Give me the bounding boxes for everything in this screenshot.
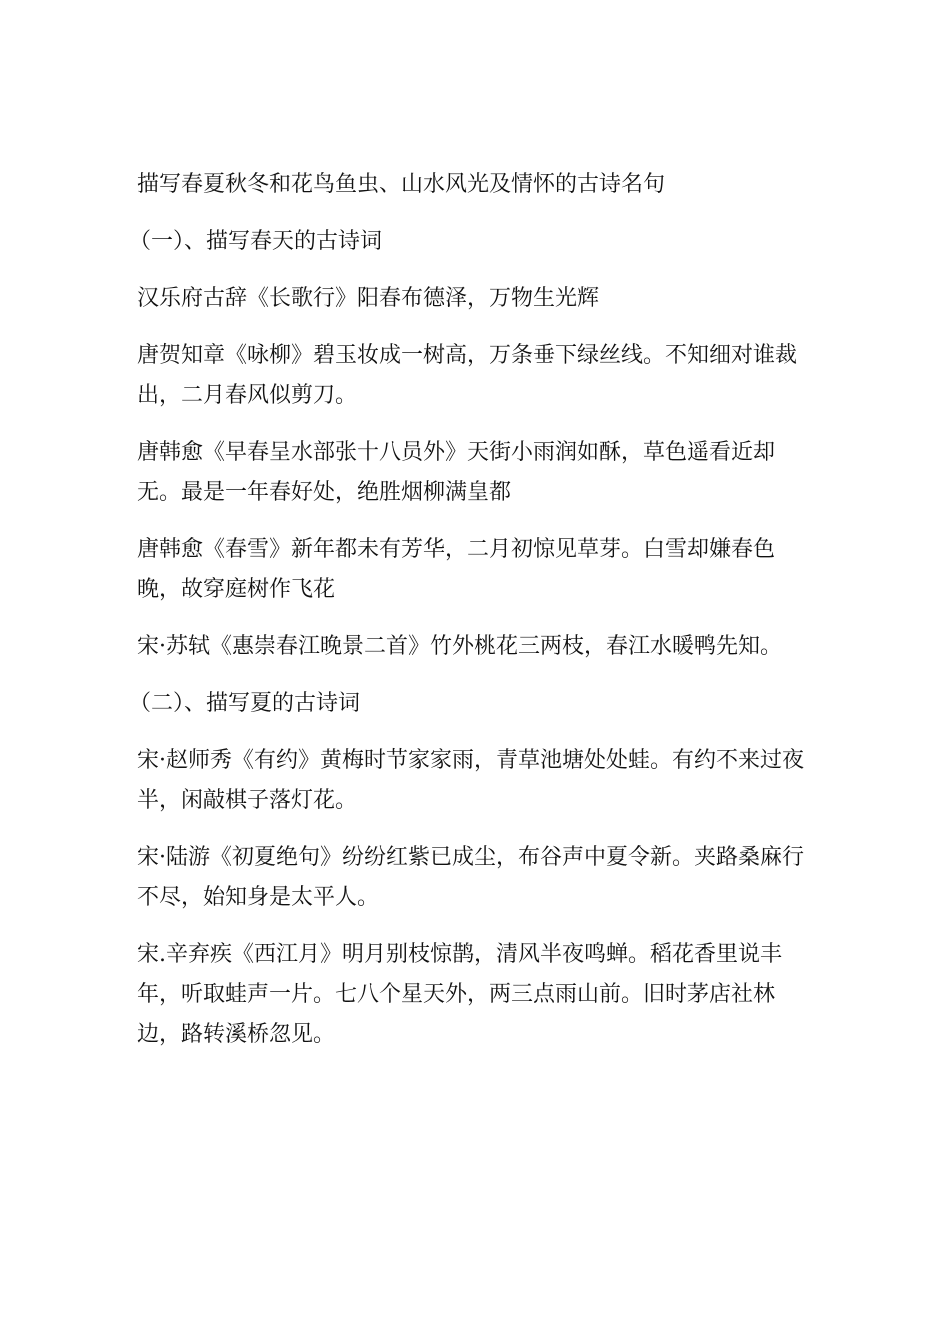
poem-paragraph: 宋·赵师秀《有约》黄梅时节家家雨，青草池塘处处蛙。有约不来过夜半，闲敲棋子落灯花。 xyxy=(137,748,804,813)
poem-paragraph: 宋.辛弃疾《西江月》明月别枝惊鹊，清风半夜鸣蝉。稻花香里说丰年，听取蛙声一片。七八个星天外，两三点雨山前。旧时茅店社林边，路转溪桥忽见。 xyxy=(137,942,782,1047)
poem-paragraph: 唐贺知章《咏柳》碧玉妆成一树高，万条垂下绿丝线。不知细对谁裁出，二月春风似剪刀。 xyxy=(137,343,798,408)
poem-paragraph: 唐韩愈《春雪》新年都未有芳华，二月初惊见草芽。白雪却嫌春色晚，故穿庭树作飞花 xyxy=(137,537,776,602)
section-heading-spring: （一）、描写春天的古诗词 xyxy=(129,229,383,254)
poem-paragraph: 宋·陆游《初夏绝句》纷纷红紫已成尘，布谷声中夏令新。夹路桑麻行不尽，始知身是太平人。 xyxy=(137,845,804,910)
poem-paragraph: 唐韩愈《早春呈水部张十八员外》天街小雨润如酥，草色遥看近却无。最是一年春好处，绝胜烟柳满皇都 xyxy=(137,440,776,505)
poem-paragraph: 宋·苏轼《惠崇春江晚景二首》竹外桃花三两枝，春江水暖鸭先知。 xyxy=(137,634,782,659)
document-body xyxy=(129,165,817,1072)
section-heading-summer: （二）、描写夏的古诗词 xyxy=(129,691,361,716)
poem-paragraph: 汉乐府古辞《长歌行》阳春布德泽，万物生光辉 xyxy=(137,286,600,311)
document-title: 描写春夏秋冬和花鸟鱼虫、山水风光及情怀的古诗名句 xyxy=(137,172,666,197)
